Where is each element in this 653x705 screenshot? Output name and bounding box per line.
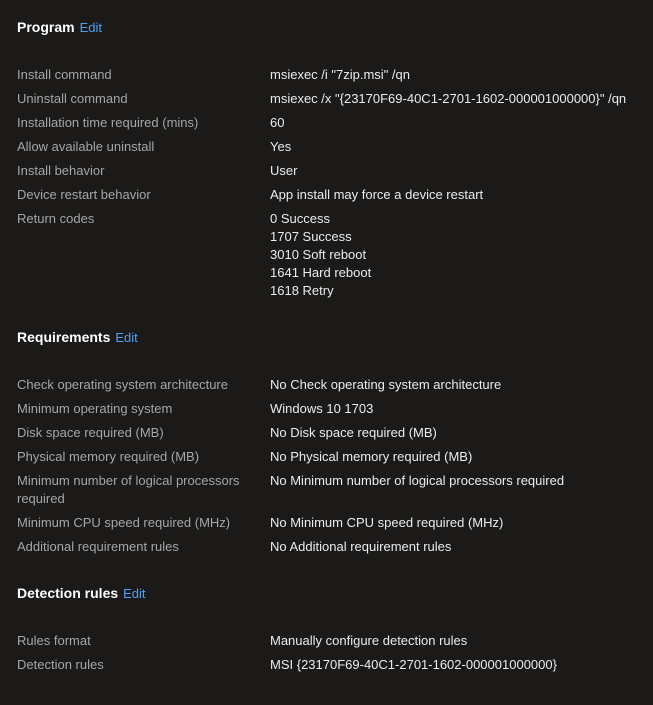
- property-row: [17, 162, 643, 180]
- property-value: Manually configure detection rules: [270, 633, 468, 648]
- property-value: App install may force a device restart: [270, 187, 484, 202]
- property-label: Disk space required (MB): [17, 425, 164, 440]
- property-row: [17, 400, 643, 418]
- detection-header: [17, 585, 643, 605]
- detection-title: Detection rules: [17, 585, 119, 601]
- property-label: Check operating system architecture: [17, 377, 228, 392]
- requirements-header: [17, 329, 643, 349]
- property-label: Rules format: [17, 633, 91, 648]
- property-label: Installation time required (mins): [17, 115, 199, 130]
- requirements-edit-link[interactable]: Edit: [115, 330, 138, 345]
- property-row: [17, 514, 643, 532]
- requirements-title: Requirements: [17, 329, 111, 345]
- program-edit-link[interactable]: Edit: [79, 20, 102, 35]
- property-row: [17, 632, 643, 650]
- property-value: Yes: [270, 139, 292, 154]
- detection-section: [17, 585, 643, 680]
- property-label: Additional requirement rules: [17, 539, 179, 554]
- program-header: [17, 19, 643, 39]
- property-label: Minimum number of logical processors required: [17, 473, 240, 506]
- property-row: [17, 114, 643, 132]
- property-row: [17, 376, 643, 394]
- property-value: Windows 10 1703: [270, 401, 374, 416]
- property-label: Minimum CPU speed required (MHz): [17, 515, 231, 530]
- return-code: 1707 Success: [270, 229, 352, 244]
- requirements-rows: [17, 376, 643, 556]
- return-codes-list: [270, 210, 371, 300]
- property-label: Physical memory required (MB): [17, 449, 200, 464]
- property-row: [17, 90, 643, 108]
- program-rows: [17, 66, 643, 300]
- property-value: No Physical memory required (MB): [270, 449, 473, 464]
- program-title: Program: [17, 19, 75, 35]
- requirements-section: [17, 329, 643, 562]
- property-label: Allow available uninstall: [17, 139, 155, 154]
- property-row: [17, 538, 643, 556]
- return-codes-row: [17, 210, 643, 300]
- property-label: Install command: [17, 67, 112, 82]
- detection-edit-link[interactable]: Edit: [123, 586, 146, 601]
- return-code: 3010 Soft reboot: [270, 247, 367, 262]
- return-code: 0 Success: [270, 211, 330, 226]
- program-section: [17, 19, 643, 306]
- property-value: No Check operating system architecture: [270, 377, 502, 392]
- return-codes-label: Return codes: [17, 211, 95, 226]
- property-value: User: [270, 163, 298, 178]
- return-code: 1641 Hard reboot: [270, 265, 372, 280]
- property-row: [17, 656, 643, 674]
- property-label: Detection rules: [17, 657, 104, 672]
- property-value: 60: [270, 115, 285, 130]
- property-label: Uninstall command: [17, 91, 128, 106]
- property-value: No Disk space required (MB): [270, 425, 437, 440]
- property-value: MSI {23170F69-40C1-2701-1602-000001000000}: [270, 657, 557, 672]
- property-row: [17, 186, 643, 204]
- property-label: Device restart behavior: [17, 187, 151, 202]
- detection-rows: [17, 632, 643, 674]
- property-row: [17, 138, 643, 156]
- property-value: No Minimum CPU speed required (MHz): [270, 515, 504, 530]
- property-label: Minimum operating system: [17, 401, 173, 416]
- property-value: No Additional requirement rules: [270, 539, 452, 554]
- property-row: [17, 66, 643, 84]
- property-value: msiexec /i "7zip.msi" /qn: [270, 67, 410, 82]
- property-row: [17, 424, 643, 442]
- return-code: 1618 Retry: [270, 283, 334, 298]
- property-row: [17, 448, 643, 466]
- property-value: No Minimum number of logical processors required: [270, 473, 565, 488]
- property-value: msiexec /x "{23170F69-40C1-2701-1602-000001000000}" /qn: [270, 91, 627, 106]
- property-row: [17, 472, 643, 508]
- property-label: Install behavior: [17, 163, 105, 178]
